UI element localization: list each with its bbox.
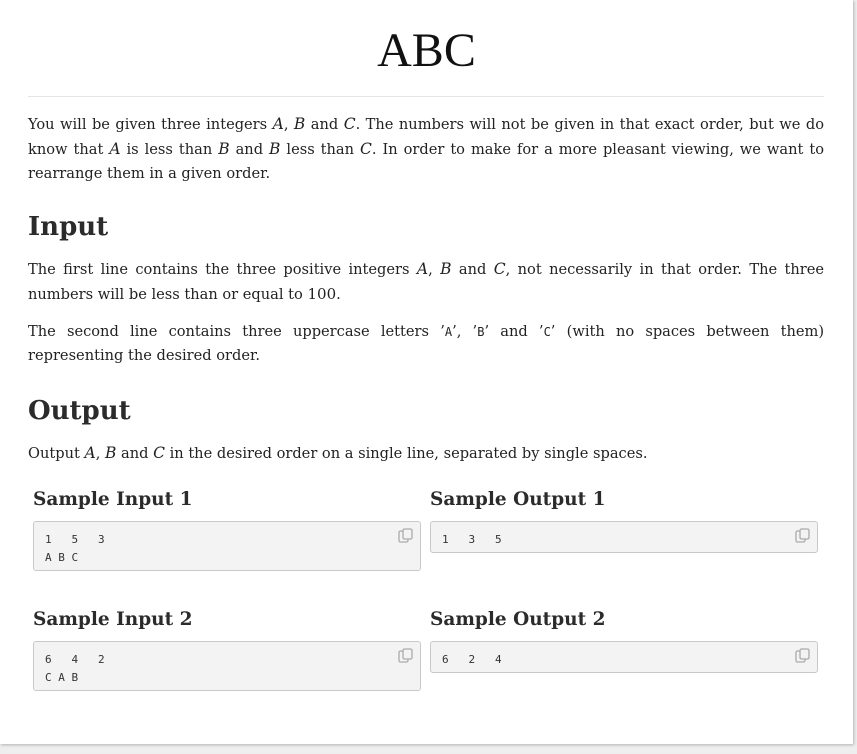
- code-letter: B: [477, 325, 485, 339]
- math-var: C: [153, 444, 165, 462]
- math-number: 100: [307, 285, 337, 303]
- title-divider: [28, 96, 824, 97]
- text: ’, ’: [452, 323, 478, 340]
- math-var: B: [218, 140, 230, 158]
- math-var: B: [104, 444, 117, 462]
- sample-input-1-text[interactable]: 1 5 3 A B C: [45, 533, 105, 564]
- text: . In order to make for a more pleasant viewing, we want to rearrange them in a given order.: [28, 141, 824, 182]
- sample-input-2-box: [33, 641, 421, 691]
- sample-output-1-box: [430, 521, 818, 553]
- copy-icon[interactable]: [398, 648, 414, 663]
- sample-input-1-box: [33, 521, 421, 571]
- input-paragraph-2: [28, 320, 824, 368]
- sample-input-1-title: Sample Input 1: [33, 489, 193, 510]
- text: Output: [28, 445, 85, 462]
- math-var: C: [343, 115, 356, 133]
- text: ’ and ’: [484, 323, 544, 340]
- sample-input-2-text[interactable]: 6 4 2 C A B: [45, 653, 105, 684]
- math-var: A: [109, 140, 121, 158]
- text: The second line contains three uppercase letters ’: [28, 323, 445, 340]
- text: ,: [95, 445, 105, 462]
- text: less than: [280, 141, 360, 158]
- code-letter: A: [444, 325, 453, 339]
- math-var: A: [272, 115, 284, 133]
- math-var: A: [416, 260, 429, 278]
- statement-paragraph: [28, 112, 824, 186]
- text: and: [305, 116, 344, 133]
- sample-output-1-text[interactable]: 1 3 5: [442, 533, 502, 546]
- text: .: [336, 286, 341, 303]
- sample-output-1-title: Sample Output 1: [430, 489, 606, 510]
- text: ,: [428, 261, 441, 278]
- sample-output-2-text[interactable]: 6 2 4: [442, 653, 502, 666]
- math-var: A: [84, 444, 96, 462]
- sample-input-2-title: Sample Input 2: [33, 609, 193, 630]
- text: is less than: [120, 141, 219, 158]
- text: You will be given three integers: [28, 116, 273, 133]
- copy-icon[interactable]: [795, 528, 811, 543]
- math-var: C: [493, 260, 506, 278]
- input-heading: Input: [28, 212, 109, 242]
- text: ,: [283, 116, 294, 133]
- sample-output-2-box: [430, 641, 818, 673]
- problem-title: ABC: [377, 24, 476, 77]
- text: . The numbers will not be given in that exact order, but we do know that: [28, 116, 824, 158]
- math-var: B: [440, 260, 452, 278]
- text: in the desired order on a single line, separated by single spaces.: [164, 445, 648, 462]
- text: and: [229, 141, 270, 158]
- math-var: B: [293, 115, 306, 133]
- copy-icon[interactable]: [795, 648, 811, 663]
- copy-icon[interactable]: [398, 528, 414, 543]
- text: and: [451, 261, 494, 278]
- text: ’ (with no spaces between them) representing the desired order.: [28, 323, 825, 364]
- text: , not necessarily in that order. The three numbers will be less than or equal to: [28, 261, 825, 303]
- input-paragraph-1: [28, 257, 824, 307]
- math-var: B: [269, 140, 281, 158]
- text: and: [116, 445, 154, 462]
- code-letter: C: [543, 325, 551, 339]
- output-paragraph: [28, 441, 824, 466]
- sample-output-2-title: Sample Output 2: [430, 609, 606, 630]
- text: The first line contains the three positive integers: [28, 261, 417, 278]
- output-heading: Output: [28, 396, 131, 426]
- math-var: C: [360, 140, 372, 158]
